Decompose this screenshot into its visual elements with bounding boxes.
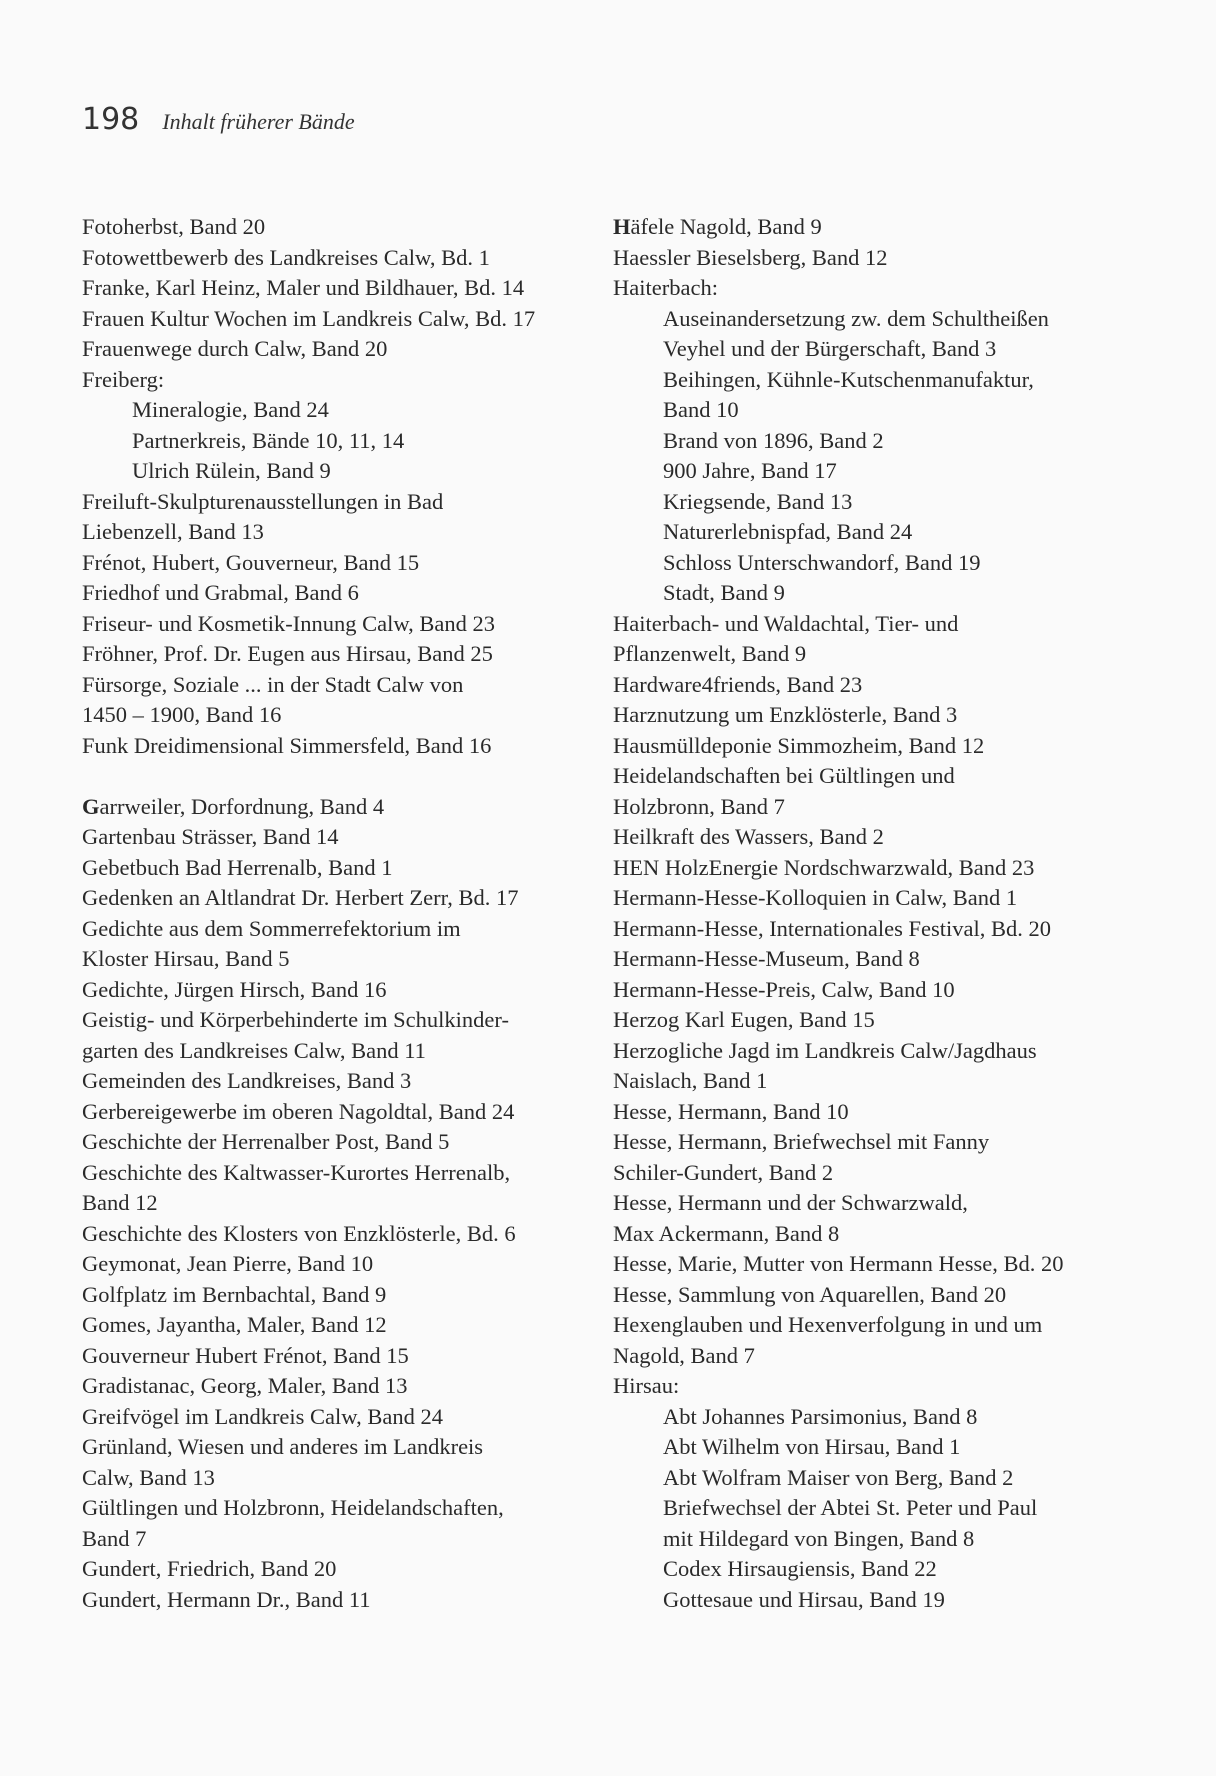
index-entry <box>82 1127 592 1158</box>
entry-text: garten des Landkreises Calw, Band 11 <box>82 1037 426 1063</box>
entry-text: Gebetbuch Bad Herrenalb, Band 1 <box>82 854 393 880</box>
entry-text: Abt Johannes Parsimonius, Band 8 <box>663 1403 978 1429</box>
entry-text: Gedenken an Altlandrat Dr. Herbert Zerr, Bd. 17 <box>82 885 519 910</box>
index-entry <box>613 1280 1203 1311</box>
index-entry <box>613 1219 1203 1250</box>
entry-text: Geschichte des Klosters von Enzklösterle, Bd. 6 <box>82 1220 516 1246</box>
entry-text: Gradistanac, Georg, Maler, Band 13 <box>82 1373 408 1398</box>
entry-text: Freiberg: <box>82 366 165 392</box>
index-entry <box>82 914 592 945</box>
page-number: 198 <box>82 102 140 137</box>
index-entry <box>613 1005 1203 1036</box>
index-entry <box>82 1066 592 1097</box>
index-entry <box>613 243 1203 274</box>
index-entry <box>82 1585 592 1616</box>
entry-text: Geschichte der Herrenalber Post, Band 5 <box>82 1129 450 1154</box>
entry-text: Geistig- und Körperbehinderte im Schulkinder- <box>82 1007 509 1032</box>
entry-text: Hermann-Hesse-Museum, Band 8 <box>613 946 920 971</box>
index-entry <box>613 1310 1203 1341</box>
index-entry <box>82 1158 592 1189</box>
entry-text: Gemeinden des Landkreises, Band 3 <box>82 1068 412 1093</box>
index-entry <box>613 731 1203 762</box>
entry-text: 900 Jahre, Band 17 <box>663 458 837 483</box>
index-entry <box>82 578 592 609</box>
entry-text: Harznutzung um Enzklösterle, Band 3 <box>613 702 958 727</box>
entry-text: äfele Nagold, Band 9 <box>630 214 822 239</box>
index-column-left <box>82 212 592 1615</box>
index-entry <box>613 1066 1203 1097</box>
index-entry <box>82 304 592 335</box>
index-entry <box>613 975 1203 1006</box>
entry-text: Gültlingen und Holzbronn, Heidelandschaften, <box>82 1495 504 1520</box>
index-entry <box>82 1280 592 1311</box>
index-entry <box>82 1524 592 1555</box>
index-entry <box>613 792 1203 823</box>
index-entry <box>82 273 592 304</box>
index-entry <box>82 1097 592 1128</box>
entry-text: Hermann-Hesse, Internationales Festival, Bd. 20 <box>613 915 1052 941</box>
entry-text: Funk Dreidimensional Simmersfeld, Band 16 <box>82 732 492 758</box>
entry-text: Hirsau: <box>613 1373 680 1398</box>
entry-text: Liebenzell, Band 13 <box>82 519 264 544</box>
entry-text: Schiler-Gundert, Band 2 <box>613 1159 834 1185</box>
entry-text: Frauen Kultur Wochen im Landkreis Calw, Bd. 17 <box>82 305 536 331</box>
index-entry <box>82 517 592 548</box>
entry-text: Hermann-Hesse-Kolloquien in Calw, Band 1 <box>613 885 1018 910</box>
index-entry <box>613 1371 1203 1402</box>
entry-text: Stadt, Band 9 <box>663 580 785 605</box>
entry-text: Herzog Karl Eugen, Band 15 <box>613 1007 875 1032</box>
index-entry <box>613 944 1203 975</box>
index-subentry <box>613 1524 1203 1555</box>
index-subentry <box>613 426 1203 457</box>
index-entry <box>82 1493 592 1524</box>
entry-text: Heilkraft des Wassers, Band 2 <box>613 824 884 849</box>
entry-text: Codex Hirsaugiensis, Band 22 <box>663 1556 937 1581</box>
entry-text: Fürsorge, Soziale ... in der Stadt Calw von <box>82 671 464 697</box>
section-initial: H <box>613 214 631 239</box>
index-entry <box>82 883 592 914</box>
index-entry <box>82 1432 592 1463</box>
index-entry <box>82 944 592 975</box>
entry-text: Frauenwege durch Calw, Band 20 <box>82 336 388 361</box>
entry-text: 1450 – 1900, Band 16 <box>82 702 282 727</box>
entry-text: Kriegsende, Band 13 <box>663 488 853 514</box>
index-subentry <box>613 334 1203 365</box>
entry-text: Gedichte aus dem Sommerrefektorium im <box>82 915 461 941</box>
index-subentry <box>613 1463 1203 1494</box>
index-entry <box>82 487 592 518</box>
entry-text: Greifvögel im Landkreis Calw, Band 24 <box>82 1403 443 1429</box>
entry-text: Beihingen, Kühnle-Kutschenmanufaktur, <box>663 366 1034 392</box>
entry-text: Gouverneur Hubert Frénot, Band 15 <box>82 1342 409 1368</box>
entry-text: Haessler Bieselsberg, Band 12 <box>613 244 888 270</box>
index-entry <box>82 1371 592 1402</box>
index-entry <box>613 1036 1203 1067</box>
index-entry <box>82 1036 592 1067</box>
entry-text: Hesse, Hermann und der Schwarzwald, <box>613 1190 968 1215</box>
entry-text: Hardware4friends, Band 23 <box>613 671 863 697</box>
index-entry <box>613 1188 1203 1219</box>
entry-text: Briefwechsel der Abtei St. Peter und Paul <box>663 1495 1038 1520</box>
entry-text: Gundert, Friedrich, Band 20 <box>82 1556 337 1581</box>
entry-text: Freiluft-Skulpturenausstellungen in Bad <box>82 488 444 514</box>
index-entry <box>613 1249 1203 1280</box>
index-subentry <box>613 578 1203 609</box>
index-subentry <box>613 487 1203 518</box>
index-entry <box>82 1463 592 1494</box>
running-title: Inhalt früherer Bände <box>162 109 355 134</box>
index-column-right <box>613 212 1203 1615</box>
index-entry <box>613 853 1203 884</box>
index-subentry <box>613 548 1203 579</box>
index-entry <box>82 334 592 365</box>
entry-text: Hermann-Hesse-Preis, Calw, Band 10 <box>613 976 955 1002</box>
index-subentry <box>613 1493 1203 1524</box>
entry-text: Hexenglauben und Hexenverfolgung in und um <box>613 1312 1043 1337</box>
index-entry <box>82 1310 592 1341</box>
index-subentry <box>82 456 592 487</box>
entry-text: Pflanzenwelt, Band 9 <box>613 641 807 666</box>
entry-text: arrweiler, Dorfordnung, Band 4 <box>99 793 385 819</box>
entry-text: Fröhner, Prof. Dr. Eugen aus Hirsau, Band 25 <box>82 641 493 666</box>
entry-text: Abt Wolfram Maiser von Berg, Band 2 <box>663 1464 1014 1490</box>
entry-text: Schloss Unterschwandorf, Band 19 <box>663 549 981 575</box>
index-entry <box>82 1219 592 1250</box>
index-subentry <box>613 395 1203 426</box>
entry-text: Fotoherbst, Band 20 <box>82 214 266 239</box>
entry-text: Hausmülldeponie Simmozheim, Band 12 <box>613 732 985 758</box>
index-entry <box>613 670 1203 701</box>
index-subentry <box>613 517 1203 548</box>
entry-text: Gottesaue und Hirsau, Band 19 <box>663 1586 945 1612</box>
entry-text: HEN HolzEnergie Nordschwarzwald, Band 23 <box>613 854 1035 880</box>
entry-text: Golfplatz im Bernbachtal, Band 9 <box>82 1281 387 1307</box>
entry-text: Fotowettbewerb des Landkreises Calw, Bd. 1 <box>82 244 490 270</box>
index-subentry <box>613 1402 1203 1433</box>
index-entry <box>613 1158 1203 1189</box>
index-entry <box>613 1341 1203 1372</box>
entry-text: Band 7 <box>82 1525 147 1551</box>
entry-text: Brand von 1896, Band 2 <box>663 427 884 453</box>
index-entry <box>82 548 592 579</box>
entry-text: Hesse, Hermann, Briefwechsel mit Fanny <box>613 1129 990 1154</box>
index-entry <box>82 670 592 701</box>
index-entry <box>613 914 1203 945</box>
index-subentry <box>613 1585 1203 1616</box>
entry-text: Calw, Band 13 <box>82 1464 215 1490</box>
index-subentry <box>82 395 592 426</box>
section-gap <box>82 761 592 792</box>
entry-text: Gartenbau Strässer, Band 14 <box>82 824 339 849</box>
entry-text: Heidelandschaften bei Gültlingen und <box>613 763 955 788</box>
index-entry <box>82 1341 592 1372</box>
index-subentry <box>82 426 592 457</box>
entry-text: Herzogliche Jagd im Landkreis Calw/Jagdhaus <box>613 1037 1037 1063</box>
entry-text: Gedichte, Jürgen Hirsch, Band 16 <box>82 976 387 1002</box>
index-entry <box>82 792 592 823</box>
index-entry <box>82 1005 592 1036</box>
index-subentry <box>613 1432 1203 1463</box>
index-entry <box>82 731 592 762</box>
entry-text: Band 10 <box>663 397 739 422</box>
index-entry <box>613 1097 1203 1128</box>
index-entry <box>613 273 1203 304</box>
entry-text: Veyhel und der Bürgerschaft, Band 3 <box>663 336 997 361</box>
index-entry <box>613 609 1203 640</box>
index-entry <box>613 822 1203 853</box>
entry-text: Gundert, Hermann Dr., Band 11 <box>82 1586 371 1612</box>
index-entry <box>613 1127 1203 1158</box>
entry-text: Kloster Hirsau, Band 5 <box>82 946 290 971</box>
entry-text: Partnerkreis, Bände 10, 11, 14 <box>132 427 405 453</box>
index-entry <box>613 700 1203 731</box>
entry-text: Nagold, Band 7 <box>613 1342 755 1368</box>
index-entry <box>82 639 592 670</box>
entry-text: Naislach, Band 1 <box>613 1068 768 1093</box>
entry-text: Friedhof und Grabmal, Band 6 <box>82 580 359 605</box>
index-entry <box>82 243 592 274</box>
index-entry <box>82 1554 592 1585</box>
index-entry <box>82 822 592 853</box>
entry-text: Gomes, Jayantha, Maler, Band 12 <box>82 1312 387 1337</box>
entry-text: Holzbronn, Band 7 <box>613 793 785 819</box>
entry-text: Friseur- und Kosmetik-Innung Calw, Band 23 <box>82 610 496 636</box>
entry-text: Auseinandersetzung zw. dem Schultheißen <box>663 305 1049 331</box>
index-subentry <box>613 365 1203 396</box>
entry-text: Hesse, Marie, Mutter von Hermann Hesse, Bd. 20 <box>613 1251 1064 1276</box>
entry-text: Haiterbach: <box>613 275 718 300</box>
index-entry <box>82 365 592 396</box>
entry-text: Gerbereigewerbe im oberen Nagoldtal, Band 24 <box>82 1098 515 1124</box>
index-entry <box>613 761 1203 792</box>
entry-text: Frénot, Hubert, Gouverneur, Band 15 <box>82 549 420 575</box>
index-entry <box>613 883 1203 914</box>
running-head <box>82 102 355 137</box>
index-entry <box>82 212 592 243</box>
index-entry <box>82 853 592 884</box>
entry-text: Abt Wilhelm von Hirsau, Band 1 <box>663 1434 961 1459</box>
index-entry <box>82 975 592 1006</box>
index-entry <box>82 609 592 640</box>
entry-text: Band 12 <box>82 1190 158 1215</box>
entry-text: Mineralogie, Band 24 <box>132 397 329 422</box>
index-subentry <box>613 304 1203 335</box>
entry-text: Grünland, Wiesen und anderes im Landkreis <box>82 1434 484 1459</box>
entry-text: Franke, Karl Heinz, Maler und Bildhauer, Bd. 14 <box>82 275 525 300</box>
index-entry <box>82 700 592 731</box>
index-entry <box>613 639 1203 670</box>
index-entry <box>613 212 1203 243</box>
entry-text: Naturerlebnispfad, Band 24 <box>663 519 913 544</box>
index-subentry <box>613 1554 1203 1585</box>
index-subentry <box>613 456 1203 487</box>
entry-text: Haiterbach- und Waldachtal, Tier- und <box>613 610 959 636</box>
index-entry <box>82 1188 592 1219</box>
entry-text: Geschichte des Kaltwasser-Kurortes Herrenalb, <box>82 1159 511 1185</box>
section-initial: G <box>82 793 100 819</box>
index-entry <box>82 1402 592 1433</box>
entry-text: Max Ackermann, Band 8 <box>613 1220 840 1246</box>
entry-text: Ulrich Rülein, Band 9 <box>132 458 331 483</box>
entry-text: Geymonat, Jean Pierre, Band 10 <box>82 1251 374 1276</box>
entry-text: Hesse, Sammlung von Aquarellen, Band 20 <box>613 1281 1007 1307</box>
index-entry <box>82 1249 592 1280</box>
entry-text: Hesse, Hermann, Band 10 <box>613 1098 849 1124</box>
entry-text: mit Hildegard von Bingen, Band 8 <box>663 1525 975 1551</box>
